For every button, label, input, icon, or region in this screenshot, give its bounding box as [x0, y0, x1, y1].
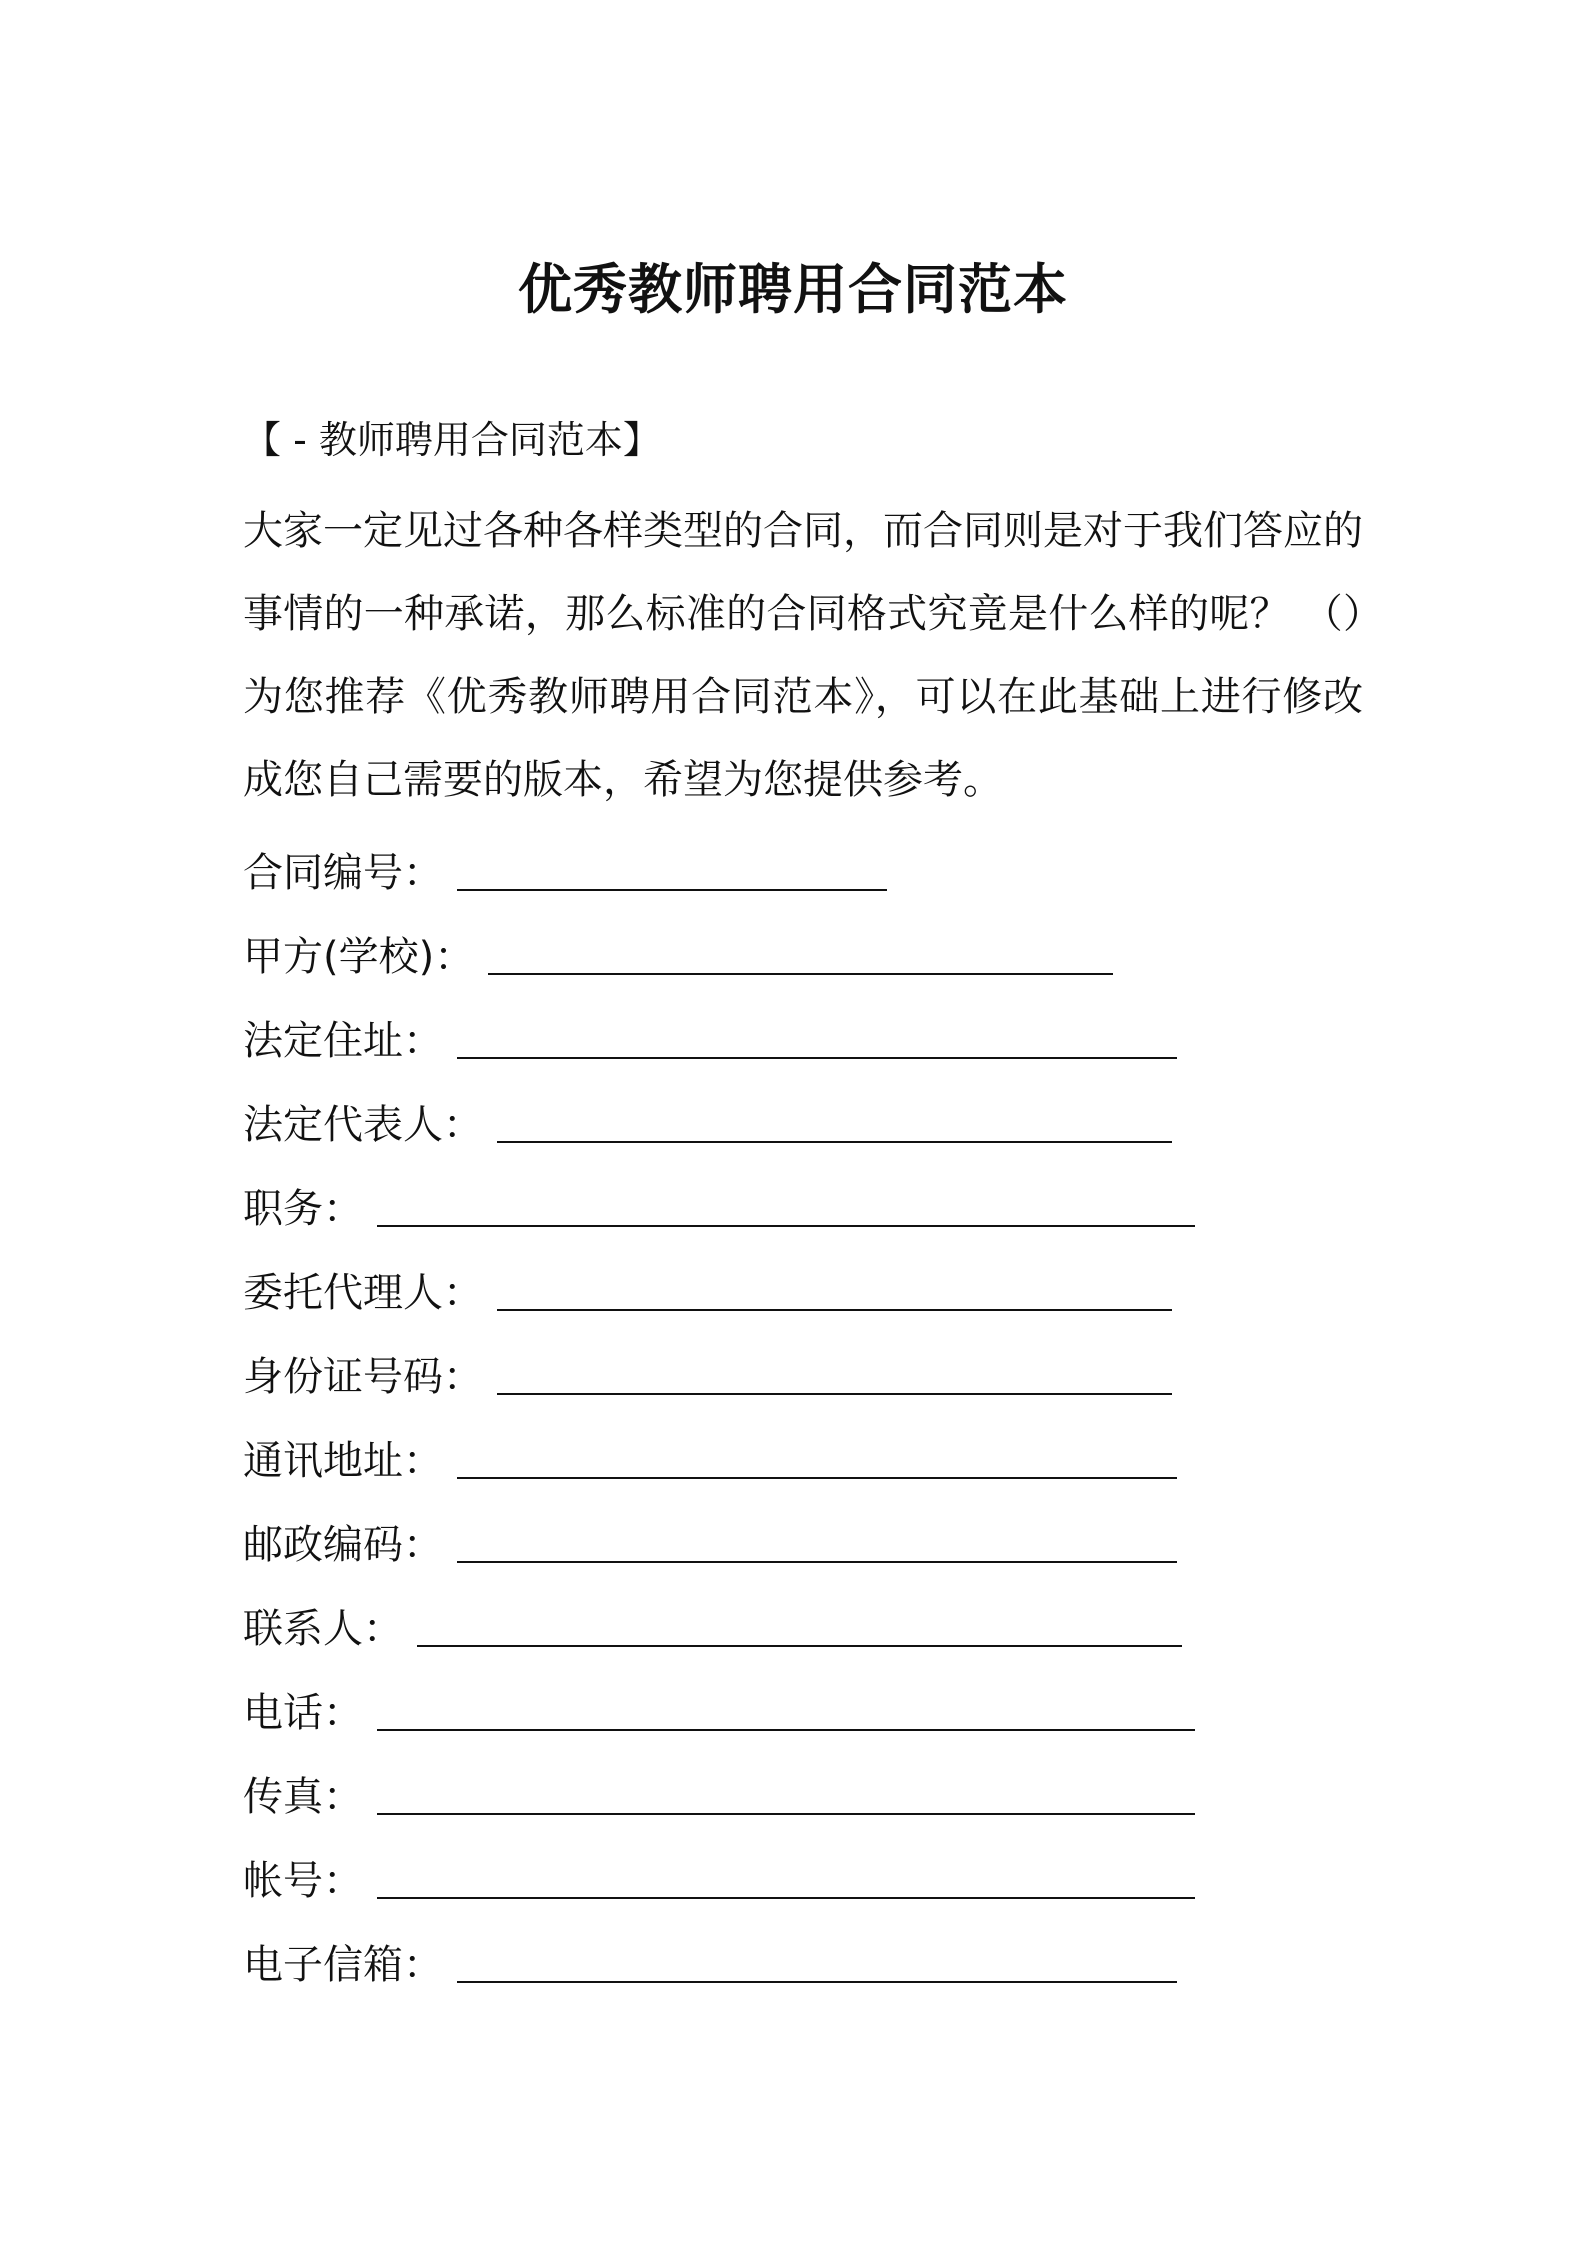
blank-line[interactable] [497, 1393, 1172, 1395]
document-title: 优秀教师聘用合同范本 [518, 258, 1068, 321]
field-mailing-address [243, 1419, 1343, 1503]
blank-line[interactable] [457, 1981, 1177, 1983]
field-contract-number [243, 831, 1343, 915]
field-label: 法定代表人： [243, 1102, 483, 1148]
field-email [243, 1923, 1343, 2007]
field-label: 委托代理人： [243, 1270, 483, 1316]
blank-line[interactable] [417, 1645, 1182, 1647]
blank-line[interactable] [377, 1813, 1195, 1815]
field-legal-representative [243, 1083, 1343, 1167]
field-position [243, 1167, 1343, 1251]
intro-paragraph: 大家一定见过各种各样类型的合同，而合同则是对于我们答应的事情的一种承诺，那么标准的合同格式究竟是什么样的呢？ （）为您推荐《优秀教师聘用合同范本》，可以在此基础上进行修改成您自己需要的版本，希望为您提供参考。 [243, 508, 1363, 803]
field-fax [243, 1755, 1343, 1839]
field-label: 联系人： [243, 1606, 403, 1652]
field-label: 电话： [243, 1690, 363, 1736]
blank-line[interactable] [377, 1225, 1195, 1227]
field-phone [243, 1671, 1343, 1755]
blank-line[interactable] [377, 1897, 1195, 1899]
field-label: 传真： [243, 1774, 363, 1820]
field-label: 职务： [243, 1186, 363, 1232]
blank-line[interactable] [488, 973, 1113, 975]
field-label: 身份证号码： [243, 1354, 483, 1400]
field-label: 通讯地址： [243, 1438, 443, 1484]
blank-line[interactable] [457, 1561, 1177, 1563]
field-label: 法定住址： [243, 1018, 443, 1064]
field-postal-code [243, 1503, 1343, 1587]
document-subtitle: 【 - 教师聘用合同范本】 [243, 418, 661, 462]
field-label: 合同编号： [243, 850, 443, 896]
field-authorized-agent [243, 1251, 1343, 1335]
field-id-number [243, 1335, 1343, 1419]
contract-fields [243, 831, 1343, 2007]
blank-line[interactable] [457, 889, 887, 891]
blank-line[interactable] [497, 1309, 1172, 1311]
field-legal-address [243, 999, 1343, 1083]
field-account [243, 1839, 1343, 1923]
field-party-a-school [243, 915, 1343, 999]
field-contact-person [243, 1587, 1343, 1671]
blank-line[interactable] [457, 1057, 1177, 1059]
field-label: 甲方(学校)： [243, 934, 475, 980]
blank-line[interactable] [377, 1729, 1195, 1731]
blank-line[interactable] [497, 1141, 1172, 1143]
field-label: 电子信箱： [243, 1942, 443, 1988]
field-label: 邮政编码： [243, 1522, 443, 1568]
blank-line[interactable] [457, 1477, 1177, 1479]
field-label: 帐号： [243, 1858, 363, 1904]
